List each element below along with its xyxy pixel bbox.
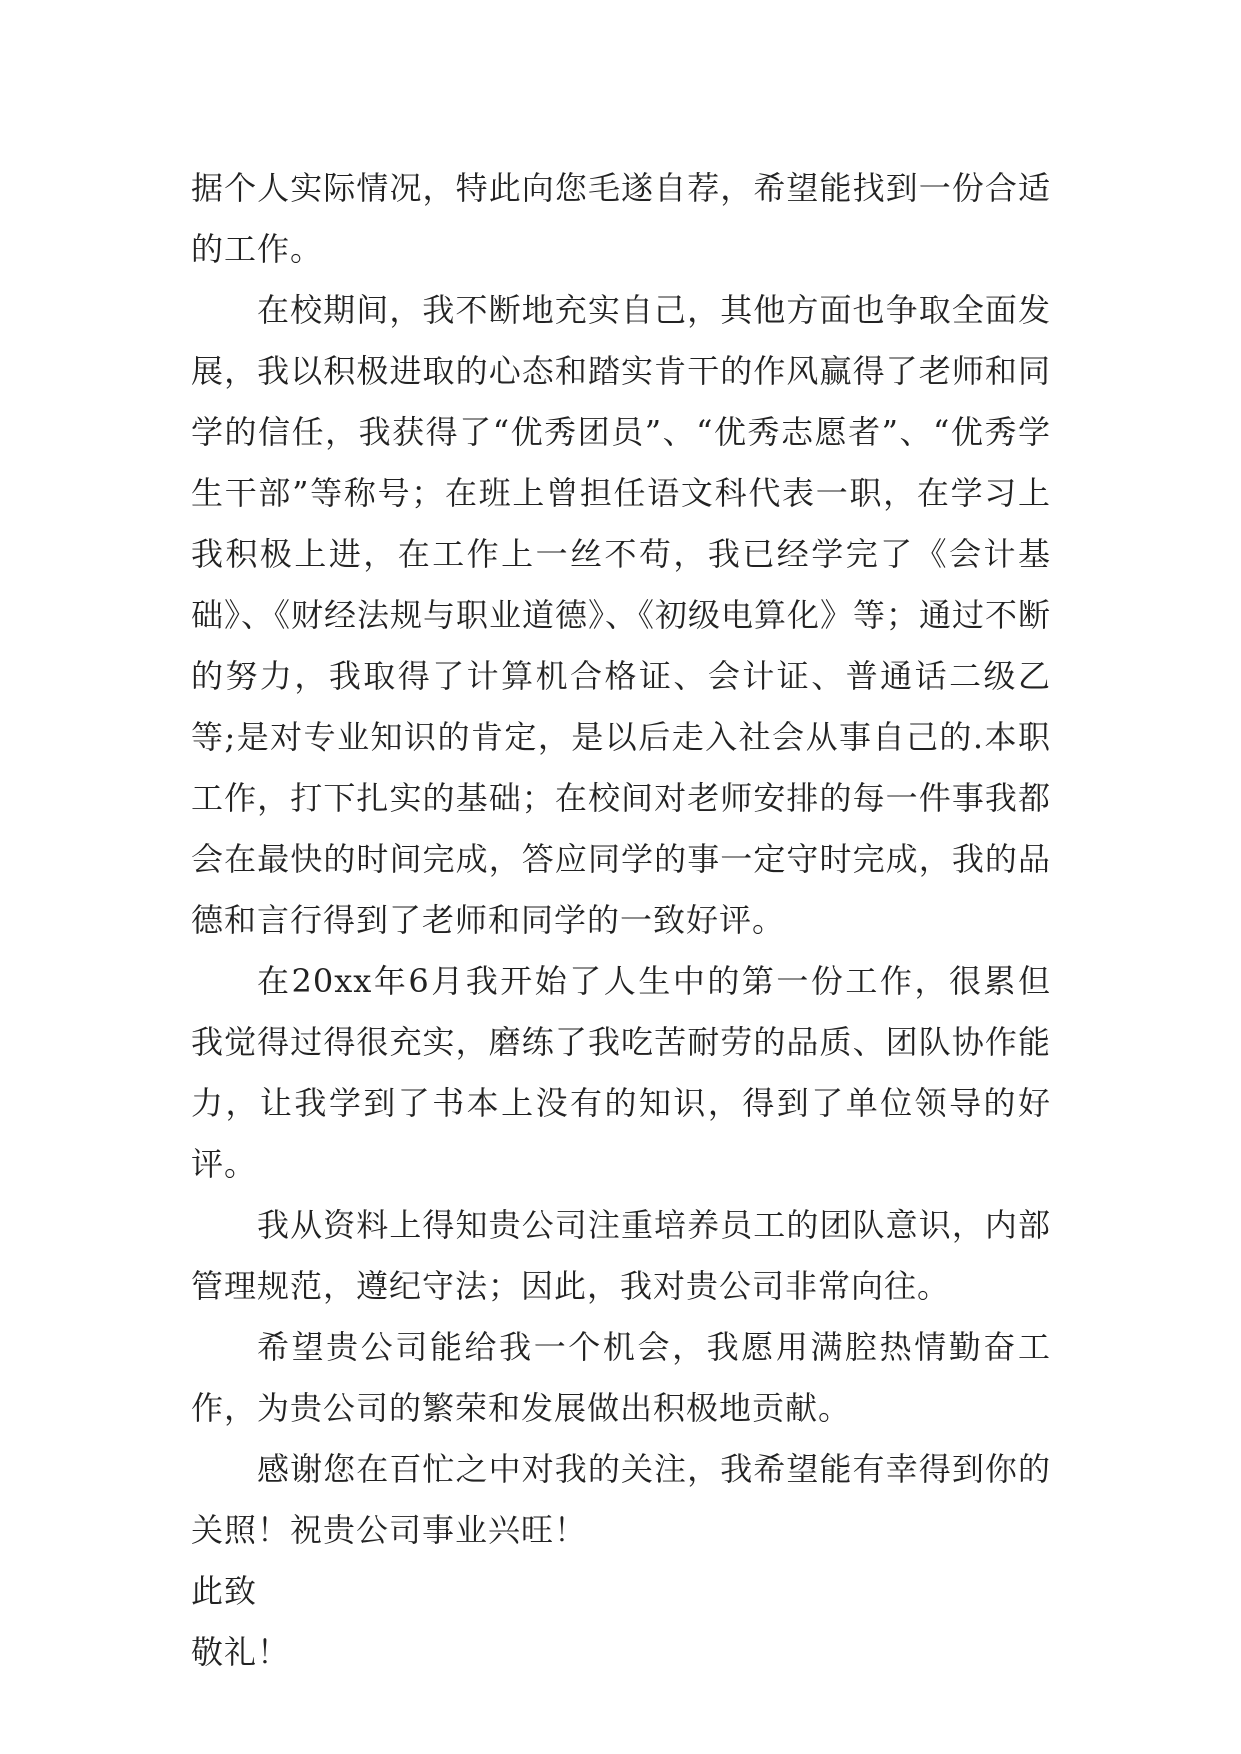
paragraph-intro-continuation: 据个人实际情况，特此向您毛遂自荐，希望能找到一份合适的工作。 [191, 169, 1051, 268]
paragraph-thanks: 感谢您在百忙之中对我的关注，我希望能有幸得到你的关照！祝贵公司事业兴旺！ [191, 1450, 1051, 1549]
paragraph-company-interest: 我从资料上得知贵公司注重培养员工的团队意识，内部管理规范，遵纪守法；因此，我对贵公司非常向往。 [191, 1206, 1051, 1305]
paragraph-request: 希望贵公司能给我一个机会，我愿用满腔热情勤奋工作，为贵公司的繁荣和发展做出积极地贡献。 [191, 1328, 1051, 1427]
closing-line: 此致 [191, 1572, 258, 1610]
letter-body [191, 158, 1051, 1683]
paragraph-first-job: 在20xx年6月我开始了人生中的第一份工作，很累但我觉得过得很充实，磨练了我吃苦耐劳的品质、团队协作能力，让我学到了书本上没有的知识，得到了单位领导的好评。 [191, 962, 1051, 1183]
salutation-line: 敬礼！ [191, 1633, 291, 1671]
paragraph-school-experience: 在校期间，我不断地充实自己，其他方面也争取全面发展，我以积极进取的心态和踏实肯干的作风赢得了老师和同学的信任，我获得了“优秀团员”、“优秀志愿者”、“优秀学生干部”等称号；在班上曾担任语文科代表一职，在学习上我积极上进，在工作上一丝不苟，我已经学完了《会计基础》、《财经法规与职业道德》、《初级电算化》等；通过不断的努力，我取得了计算机合格证、会计证、普通话二级乙等;是对专业知识的肯定，是以后走入社会从事自己的.本职工作，打下扎实的基础；在校间对老师安排的每一件事我都会在最快的时间完成，答应同学的事一定守时完成，我的品德和言行得到了老师和同学的一致好评。 [191, 291, 1052, 939]
